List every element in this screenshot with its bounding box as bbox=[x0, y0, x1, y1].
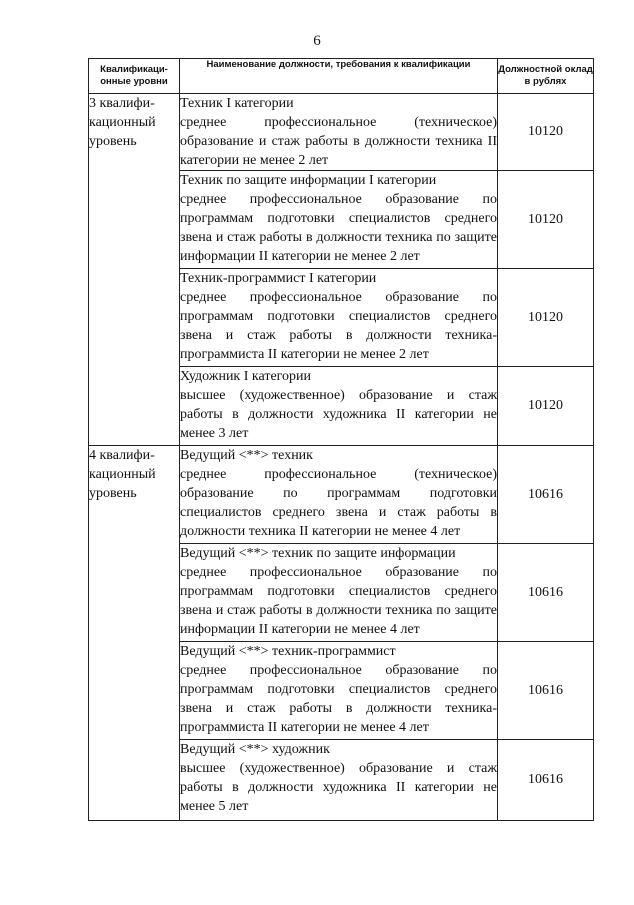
position-requirements: среднее профессиональное образование по программам подготовки специалистов среднего звена и стаж работы в должности техника по защите информации II категории не менее 4 лет bbox=[180, 565, 497, 637]
position-title: Техник-программист I категории bbox=[180, 271, 377, 286]
position-cell bbox=[180, 94, 498, 171]
position-requirements: среднее профессиональное (техническое) образование по программам подготовки специалистов среднего звена и стаж работы в должности техника II категории не менее 4 лет bbox=[180, 467, 497, 539]
position-title: Техник по защите информации I категории bbox=[180, 173, 437, 188]
position-requirements: среднее профессиональное образование по программам подготовки специалистов среднего звена и стаж работы в должности техника по защите информации II категории не менее 2 лет bbox=[180, 192, 497, 264]
position-cell bbox=[180, 642, 498, 740]
salary-cell: 10120 bbox=[498, 94, 594, 171]
position-cell bbox=[180, 740, 498, 821]
level-cell: 4 квалифи-кационный уровень bbox=[89, 446, 180, 821]
salary-cell: 10616 bbox=[498, 446, 594, 544]
table-row bbox=[89, 94, 594, 171]
salary-cell: 10120 bbox=[498, 269, 594, 367]
position-title: Ведущий <**> техник-программист bbox=[180, 644, 396, 659]
position-cell bbox=[180, 269, 498, 367]
salary-cell: 10120 bbox=[498, 367, 594, 446]
salary-cell: 10120 bbox=[498, 171, 594, 269]
header-salary: Должностной оклад в рублях bbox=[498, 59, 594, 94]
level-cell: 3 квалифи-кационный уровень bbox=[89, 94, 180, 446]
position-requirements: среднее профессиональное (техническое) образование и стаж работы в должности техника II категории не менее 2 лет bbox=[180, 115, 497, 168]
page-number: 6 bbox=[313, 33, 321, 49]
table-header-row bbox=[89, 59, 594, 94]
position-requirements: среднее профессиональное образование по программам подготовки специалистов среднего звена и стаж работы в должности техника-программиста II категории не менее 4 лет bbox=[180, 663, 497, 735]
position-title: Техник I категории bbox=[180, 96, 294, 111]
salary-cell: 10616 bbox=[498, 642, 594, 740]
position-cell bbox=[180, 171, 498, 269]
header-position: Наименование должности, требования к квалификации bbox=[180, 59, 498, 94]
salary-cell: 10616 bbox=[498, 740, 594, 821]
position-requirements: высшее (художественное) образование и стаж работы в должности художника II категории не менее 3 лет bbox=[180, 388, 497, 441]
salary-cell: 10616 bbox=[498, 544, 594, 642]
position-title: Ведущий <**> техник по защите информации bbox=[180, 546, 456, 561]
position-cell bbox=[180, 367, 498, 446]
position-title: Ведущий <**> техник bbox=[180, 448, 313, 463]
position-requirements: среднее профессиональное образование по программам подготовки специалистов среднего звена и стаж работы в должности техника-программиста II категории не менее 2 лет bbox=[180, 290, 497, 362]
position-cell bbox=[180, 544, 498, 642]
table-row bbox=[89, 446, 594, 544]
position-cell bbox=[180, 446, 498, 544]
qualification-table bbox=[88, 58, 594, 821]
position-title: Ведущий <**> художник bbox=[180, 742, 330, 757]
header-level: Квалификаци-онные уровни bbox=[89, 59, 180, 94]
position-title: Художник I категории bbox=[180, 369, 312, 384]
position-requirements: высшее (художественное) образование и стаж работы в должности художника II категории не менее 5 лет bbox=[180, 761, 497, 814]
